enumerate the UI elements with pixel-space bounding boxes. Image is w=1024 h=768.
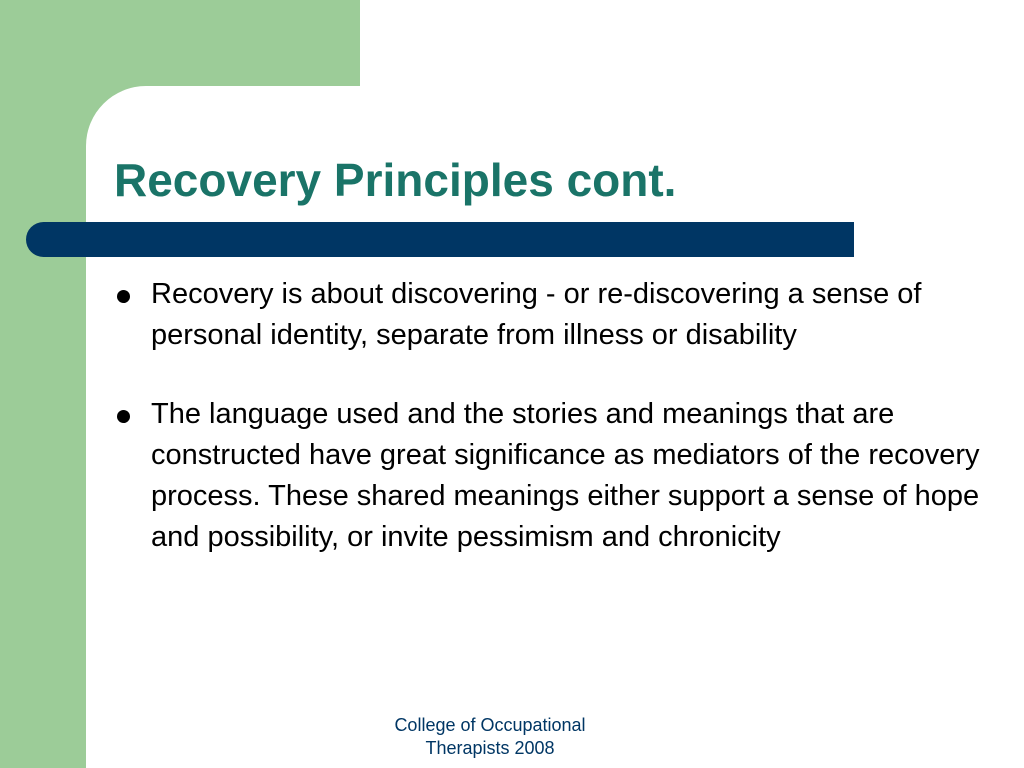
- slide-title: Recovery Principles cont.: [114, 154, 677, 206]
- bullet-dot-icon: [117, 290, 130, 303]
- footer-line-1: College of Occupational: [394, 715, 586, 735]
- footer-line-2: Therapists 2008: [425, 738, 555, 758]
- bullet-item-1: [114, 274, 1004, 356]
- bullet-list: [114, 274, 1004, 596]
- decorative-green-panel-left: [0, 0, 86, 768]
- bullet-text: Recovery is about discovering - or re-discovering a sense of personal identity, separate from illness or disability: [151, 278, 922, 351]
- bullet-dot-icon: [117, 410, 130, 423]
- bullet-item-2: [114, 394, 1004, 558]
- title-underline-bar: [26, 222, 854, 257]
- slide-footer: [370, 714, 610, 760]
- bullet-text: The language used and the stories and meanings that are constructed have great significance as mediators of the recovery process. These shared meanings either support a sense of hope and possibility, or invite pessimism and chronicity: [151, 398, 980, 553]
